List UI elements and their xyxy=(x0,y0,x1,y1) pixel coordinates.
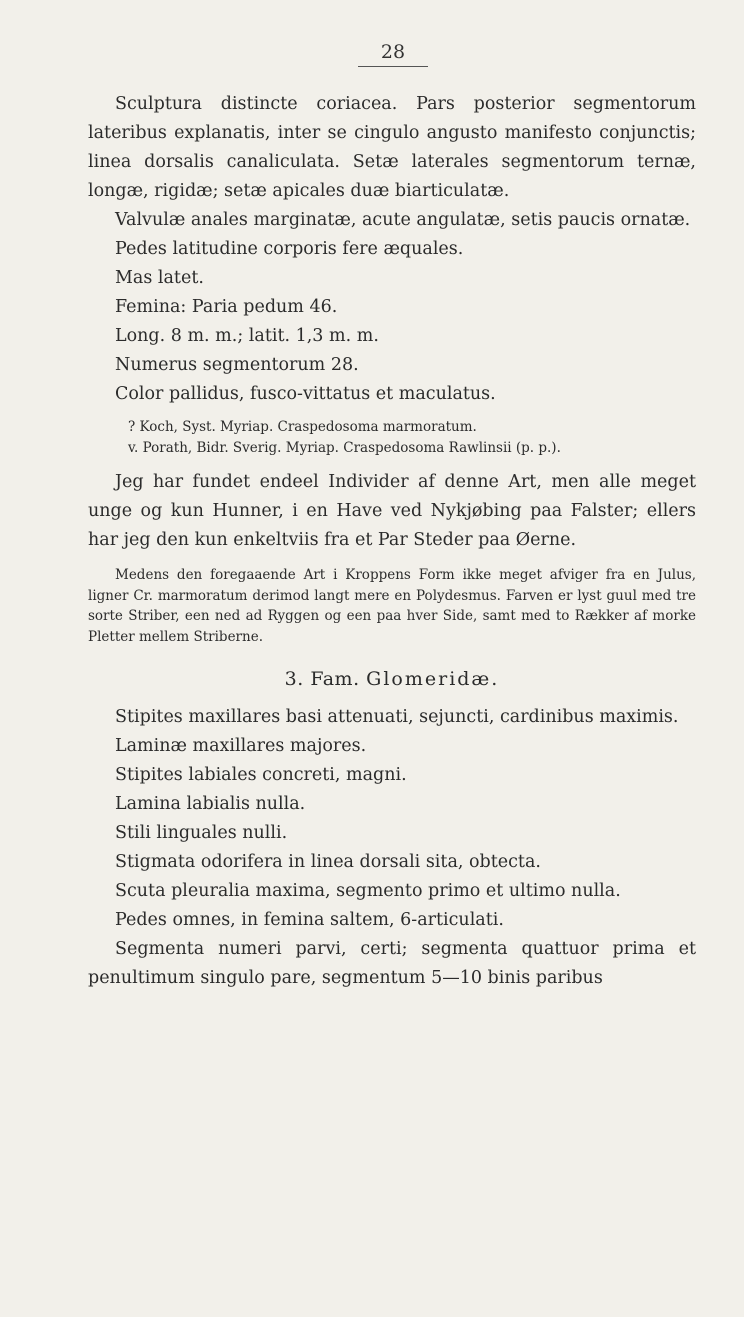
family-description-line: Stipites maxillares basi attenuati, sejuncti, cardinibus maximis. xyxy=(115,707,679,727)
reference-line: ? Koch, Syst. Myriap. Craspedosoma marmoratum. xyxy=(128,419,477,435)
family-description-line: Segmenta numeri parvi, certi; segmenta quattuor prima et penultimum singulo pare, segmentum 5—10 binis paribus xyxy=(88,939,696,988)
family-label: Fam. xyxy=(310,668,360,690)
family-heading xyxy=(88,663,696,695)
description-line: Numerus segmentorum 28. xyxy=(115,355,359,375)
danish-paragraph: Jeg har fundet endeel Individer af denne Art, men alle meget unge og kun Hunner, i en Have ved Nykjøbing paa Falster; ellers har jeg den kun enkeltviis fra et Par Steder paa Øerne. xyxy=(88,472,696,550)
description-paragraph: Sculptura distincte coriacea. Pars posterior segmentorum lateribus explanatis, inter se cingulo angusto manifesto conjunctis; linea dorsalis canaliculata. Setæ laterales segmentorum ternæ, longæ, rigidæ; setæ apicales duæ biarticulatæ. xyxy=(88,94,696,201)
page-number: 28 xyxy=(358,38,428,67)
family-description-line: Laminæ maxillares majores. xyxy=(115,736,367,756)
description-line: Long. 8 m. m.; latit. 1,3 m. m. xyxy=(115,326,379,346)
family-description-line: Pedes omnes, in femina saltem, 6-articulati. xyxy=(115,910,504,930)
description-line: Valvulæ anales marginatæ, acute angulatæ, setis paucis ornatæ. xyxy=(115,210,691,230)
family-number: 3. xyxy=(284,668,304,690)
description-line: Color pallidus, fusco-vittatus et maculatus. xyxy=(115,384,496,404)
family-description-line: Stipites labiales concreti, magni. xyxy=(115,765,407,785)
family-description-line: Stili linguales nulli. xyxy=(115,823,288,843)
family-name: Glomeridæ. xyxy=(366,668,500,690)
description-line: Pedes latitudine corporis fere æquales. xyxy=(115,239,464,259)
family-description-line: Stigmata odorifera in linea dorsali sita, obtecta. xyxy=(115,852,541,872)
family-description-line: Scuta pleuralia maxima, segmento primo et ultimo nulla. xyxy=(115,881,621,901)
description-line: Femina: Paria pedum 46. xyxy=(115,297,338,317)
danish-note: Medens den foregaaende Art i Kroppens Form ikke meget afviger fra en Julus, ligner Cr. marmoratum derimod langt mere en Polydesmus. Farven er lyst guul med tre sorte Striber, een ned ad Ryggen og een paa hver Side, samt med to Rækker af morke Pletter mellem Striberne. xyxy=(88,567,696,645)
family-description-line: Lamina labialis nulla. xyxy=(115,794,306,814)
body-text xyxy=(88,90,696,993)
reference-line: v. Porath, Bidr. Sverig. Myriap. Craspedosoma Rawlinsii (p. p.). xyxy=(128,439,561,456)
description-line: Mas latet. xyxy=(115,268,204,288)
